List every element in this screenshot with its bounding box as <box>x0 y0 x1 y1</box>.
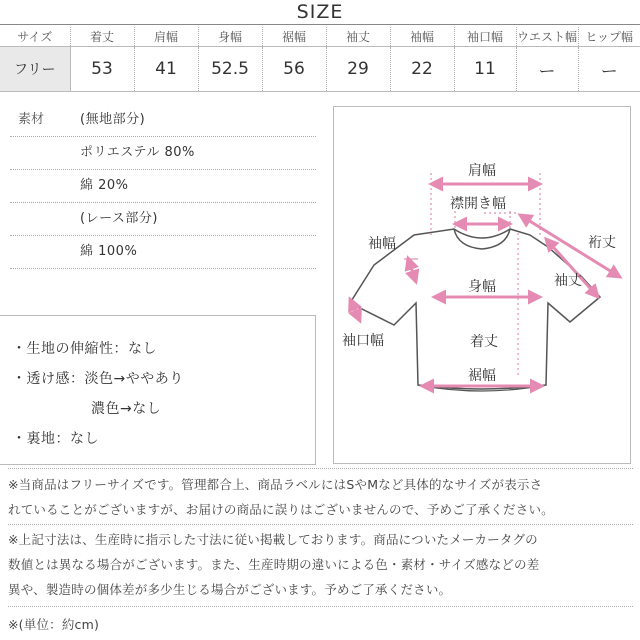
sleeve-width-line <box>408 258 416 282</box>
label-cuff: 袖口幅 <box>342 333 384 349</box>
cell-waist-width: ー <box>516 47 578 92</box>
property-lining: ・裏地：なし <box>12 431 99 447</box>
material-label: 素材 <box>18 112 45 127</box>
material-row <box>10 136 316 170</box>
header-hip-width: ヒップ幅 <box>585 30 634 44</box>
material-row <box>10 169 316 203</box>
note-line: ※当商品はフリーサイズです。管理都合上、商品ラベルにはSやMなど具体的なサイズが表示さ <box>8 477 543 492</box>
garment-diagram-box <box>333 106 631 464</box>
cell-sleeve-width: 22 <box>390 47 454 92</box>
label-body-width: 身幅 <box>468 279 496 295</box>
material-row <box>10 235 316 269</box>
label-sleeve-width: 袖幅 <box>368 236 396 252</box>
label-yuki: 裄丈 <box>588 235 616 251</box>
cell-cuff-width: 11 <box>454 47 516 92</box>
note-line: れていることがございますが、お届けの商品に誤りはございませんので、予めご了承ください。 <box>8 502 554 517</box>
notes-separator <box>8 524 633 526</box>
note-free-size <box>8 472 633 522</box>
size-title: SIZE <box>296 1 344 23</box>
material-line: 綿 20% <box>80 178 129 193</box>
cell-body-width: 52.5 <box>198 47 262 92</box>
header-waist-width: ウエスト幅 <box>516 27 578 47</box>
fabric-properties-box <box>0 315 316 465</box>
cell-hip-width: ー <box>578 47 640 92</box>
note-line: 異や、製造時の個体差が多少生じる場合がございます。予めご了承ください。 <box>8 582 452 597</box>
label-shoulder: 肩幅 <box>468 163 496 179</box>
header-sleeve-length: 袖丈 <box>326 27 390 47</box>
material-line: ポリエステル 80% <box>80 145 195 160</box>
title-rule <box>0 24 640 25</box>
label-hem: 裾幅 <box>468 368 496 384</box>
label-length: 着丈 <box>470 334 498 350</box>
note-unit: ※(単位：約cm) <box>8 617 100 632</box>
header-length: 着丈 <box>70 27 134 47</box>
header-size: サイズ <box>0 27 70 47</box>
note-measurements <box>8 527 633 602</box>
material-row <box>10 103 316 137</box>
size-table <box>0 27 640 92</box>
material-row <box>10 202 316 236</box>
note-line: ※上記寸法は、生産時に指示した寸法に従い掲載しております。商品についたメーカータグの <box>8 532 538 547</box>
size-table-header-row <box>0 27 640 47</box>
header-body-width: 身幅 <box>198 27 262 47</box>
notes-separator <box>8 606 633 608</box>
cell-hem-width: 56 <box>262 47 326 92</box>
material-line: (無地部分) <box>80 112 146 127</box>
property-sheerness: ・透け感：淡色→ややあり <box>12 371 184 387</box>
cell-shoulder: 41 <box>134 47 198 92</box>
header-hem-width: 裾幅 <box>262 27 326 47</box>
size-table-row <box>0 47 640 92</box>
neckline <box>454 229 510 249</box>
material-line: (レース部分) <box>80 211 158 226</box>
header-sleeve-width: 袖幅 <box>390 27 454 47</box>
note-line: 数値とは異なる場合がございます。また、生産時期の違いによる色・素材・サイズ感などの差 <box>8 557 540 572</box>
garment-diagram <box>334 107 630 463</box>
material-line: 綿 100% <box>80 244 138 259</box>
cell-size-free: フリー <box>0 47 70 92</box>
property-stretch: ・生地の伸縮性：なし <box>12 341 157 357</box>
cell-length: 53 <box>70 47 134 92</box>
header-cuff-width: 袖口幅 <box>454 27 516 47</box>
notes-separator <box>8 468 633 470</box>
cell-sleeve-length: 29 <box>326 47 390 92</box>
cuff-line <box>350 299 360 321</box>
property-sheerness-dark: 濃色→なし <box>91 401 162 417</box>
label-sleeve-length: 袖丈 <box>554 273 582 289</box>
shirt-outline <box>350 229 600 389</box>
label-neck: 襟開き幅 <box>450 196 506 212</box>
header-shoulder: 肩幅 <box>134 27 198 47</box>
